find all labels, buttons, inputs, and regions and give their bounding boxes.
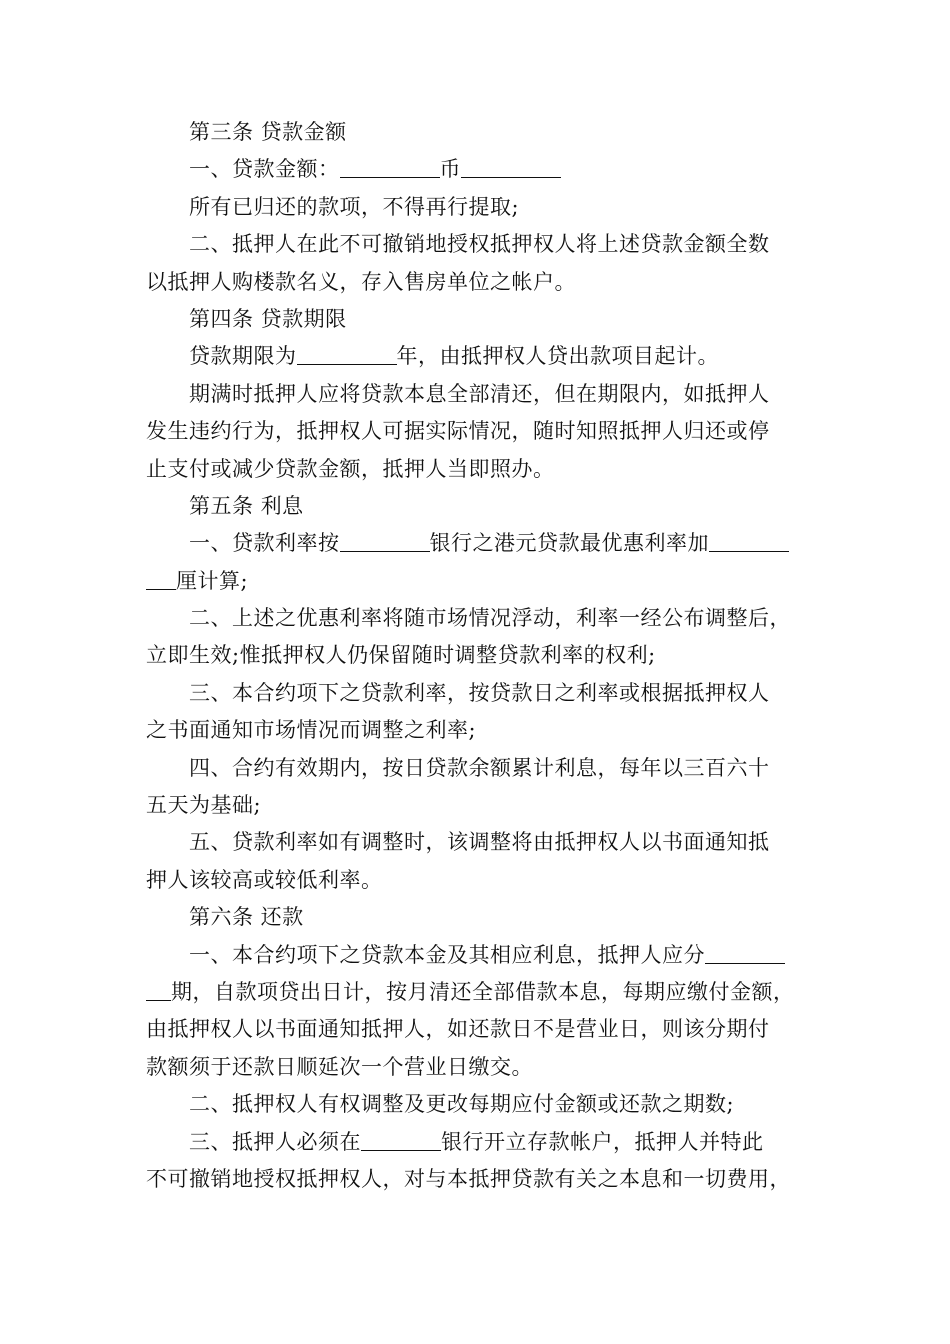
line-text: 第三条 贷款金额 bbox=[189, 120, 347, 144]
paragraph-line bbox=[146, 750, 826, 787]
paragraph-line bbox=[146, 862, 826, 899]
installment-line bbox=[146, 937, 826, 974]
rate-margin-blank[interactable] bbox=[709, 531, 789, 552]
line-text: 以抵押人购楼款名义，存入售房单位之帐户。 bbox=[146, 269, 576, 294]
line-text: 发生违约行为，抵押权人可据实际情况，随时知照抵押人归还或停 bbox=[146, 419, 770, 444]
line-text: 所有已归还的款项，不得再行提取; bbox=[189, 194, 520, 219]
line-text: 押人该较高或较低利率。 bbox=[146, 867, 383, 892]
paragraph-line bbox=[146, 1161, 826, 1198]
line-text: 由抵押权人以书面通知抵押人，如还款日不是营业日，则该分期付 bbox=[146, 1017, 770, 1042]
paragraph-line bbox=[146, 1011, 826, 1048]
paragraph-line bbox=[146, 1086, 826, 1123]
line-text: 贷款期限为 bbox=[189, 344, 297, 369]
installment-count-blank[interactable] bbox=[705, 943, 785, 964]
currency-amount-blank[interactable] bbox=[461, 157, 561, 178]
line-text: 第五条 利息 bbox=[189, 493, 304, 518]
line-text: 二、抵押权人有权调整及更改每期应付金额或还款之期数; bbox=[189, 1092, 735, 1117]
line-text: 之书面通知市场情况而调整之利率; bbox=[146, 718, 477, 743]
loan-amount-blank[interactable] bbox=[340, 157, 440, 178]
article-3-heading bbox=[146, 114, 826, 151]
loan-term-line bbox=[146, 338, 826, 375]
line-text: 银行之港元贷款最优惠利率加 bbox=[429, 531, 709, 556]
line-text: 一、本合约项下之贷款本金及其相应利息，抵押人应分 bbox=[189, 942, 705, 967]
line-text: 款额须于还款日顺延次一个营业日缴交。 bbox=[146, 1054, 533, 1079]
line-text: 厘计算; bbox=[176, 568, 249, 593]
line-text: 期，自款项贷出日计，按月清还全部借款本息，每期应缴付金额， bbox=[171, 979, 795, 1004]
paragraph-line bbox=[146, 226, 826, 263]
loan-term-blank[interactable] bbox=[297, 344, 397, 365]
article-6-heading bbox=[146, 899, 826, 936]
line-text: 不可撤销地授权抵押权人，对与本抵押贷款有关之本息和一切费用， bbox=[146, 1166, 791, 1191]
line-text: 一、贷款利率按 bbox=[189, 531, 340, 556]
paragraph-line bbox=[146, 376, 826, 413]
article-4-heading bbox=[146, 301, 826, 338]
line-text: 期满时抵押人应将贷款本息全部清还，但在期限内，如抵押人 bbox=[189, 381, 770, 406]
document-page bbox=[146, 114, 826, 1198]
line-text: 第四条 贷款期限 bbox=[189, 306, 347, 331]
line-text: 币 bbox=[439, 157, 461, 182]
line-text: 四、合约有效期内，按日贷款余额累计利息，每年以三百六十 bbox=[189, 755, 770, 780]
rate-margin-blank-continued[interactable] bbox=[146, 569, 176, 590]
installment-count-blank-continued[interactable] bbox=[146, 980, 171, 1001]
bank-name-blank[interactable] bbox=[340, 531, 430, 552]
paragraph-line bbox=[146, 824, 826, 861]
deposit-bank-blank[interactable] bbox=[361, 1130, 441, 1151]
line-text: 三、抵押人必须在 bbox=[189, 1129, 361, 1154]
paragraph-line bbox=[146, 413, 826, 450]
line-text: 五、贷款利率如有调整时，该调整将由抵押权人以书面通知抵 bbox=[189, 830, 770, 855]
loan-amount-line bbox=[146, 151, 826, 188]
rate-margin-continuation-line bbox=[146, 563, 826, 600]
deposit-account-line bbox=[146, 1124, 826, 1161]
paragraph-line bbox=[146, 712, 826, 749]
line-text: 年，由抵押权人贷出款项目起计。 bbox=[396, 344, 719, 369]
line-text: 银行开立存款帐户，抵押人并特此 bbox=[441, 1129, 764, 1154]
paragraph-line bbox=[146, 1049, 826, 1086]
paragraph-line bbox=[146, 189, 826, 226]
paragraph-line bbox=[146, 675, 826, 712]
line-text: 止支付或减少贷款金额，抵押人当即照办。 bbox=[146, 456, 555, 481]
paragraph-line bbox=[146, 637, 826, 674]
paragraph-line bbox=[146, 264, 826, 301]
line-text: 二、上述之优惠利率将随市场情况浮动，利率一经公布调整后， bbox=[189, 606, 791, 631]
line-text: 立即生效;惟抵押权人仍保留随时调整贷款利率的权利; bbox=[146, 643, 656, 668]
line-text: 第六条 还款 bbox=[189, 905, 304, 930]
line-text: 三、本合约项下之贷款利率，按贷款日之利率或根据抵押权人 bbox=[189, 680, 770, 705]
line-text: 二、抵押人在此不可撤销地授权抵押权人将上述贷款金额全数 bbox=[189, 232, 770, 257]
paragraph-line bbox=[146, 451, 826, 488]
line-text: 五天为基础; bbox=[146, 793, 262, 818]
paragraph-line bbox=[146, 787, 826, 824]
line-text: 一、贷款金额： bbox=[189, 157, 340, 182]
article-5-heading bbox=[146, 488, 826, 525]
paragraph-line bbox=[146, 600, 826, 637]
interest-rate-line bbox=[146, 525, 826, 562]
installment-continuation-line bbox=[146, 974, 826, 1011]
